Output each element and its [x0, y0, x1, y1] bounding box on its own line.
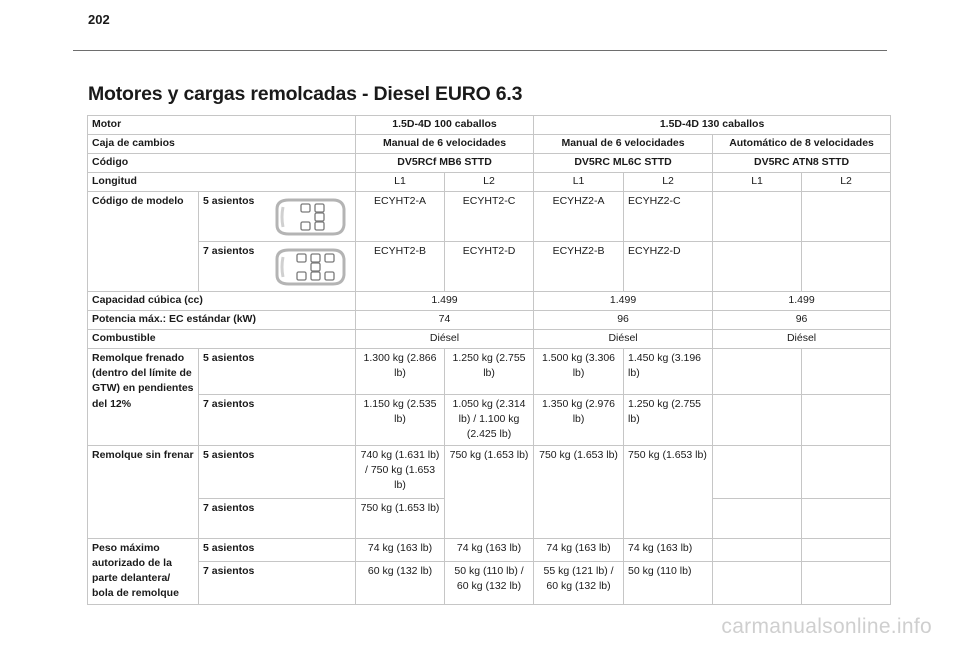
unbraked-cell: 750 kg (1.653 lb) — [356, 498, 445, 538]
nose-cell: 74 kg (163 lb) — [445, 538, 534, 561]
length-cell: L1 — [534, 173, 624, 192]
car-5-seats-icon — [271, 197, 347, 237]
length-cell: L2 — [802, 173, 891, 192]
braked-cell — [802, 395, 891, 446]
seats7-label: 7 asientos — [203, 245, 255, 257]
nose-seats5-label: 5 asientos — [199, 538, 356, 561]
braked-cell: 1.500 kg (3.306 lb) — [534, 349, 624, 395]
displacement-cell: 1.499 — [713, 292, 891, 311]
page-title: Motores y cargas remolcadas - Diesel EURO 6.3 — [88, 83, 523, 105]
length-label: Longitud — [88, 173, 356, 192]
motor-130: 1.5D-4D 130 caballos — [534, 116, 891, 135]
nose-cell: 74 kg (163 lb) — [534, 538, 624, 561]
model-code-cell: ECYHZ2-D — [624, 242, 713, 292]
page-number: 202 — [88, 12, 110, 27]
table-row-nose-7 — [88, 561, 891, 604]
nose-cell — [713, 538, 802, 561]
unbraked-seats7-label: 7 asientos — [199, 498, 356, 538]
unbraked-seats5-label: 5 asientos — [199, 445, 356, 498]
fuel-cell: Diésel — [534, 330, 713, 349]
nose-cell: 50 kg (110 lb) / 60 kg (132 lb) — [445, 561, 534, 604]
power-label: Potencia máx.: EC estándar (kW) — [88, 311, 356, 330]
unbraked-cell: 740 kg (1.631 lb) / 750 kg (1.653 lb) — [356, 445, 445, 498]
power-cell: 96 — [534, 311, 713, 330]
braked-cell: 1.150 kg (2.535 lb) — [356, 395, 445, 446]
unbraked-empty-cell — [713, 498, 802, 538]
top-rule — [73, 50, 887, 51]
unbraked-merged-cell: 750 kg (1.653 lb) — [445, 445, 534, 538]
model-code-cell: ECYHT2-C — [445, 192, 534, 242]
table-row-fuel — [88, 330, 891, 349]
braked-cell — [713, 349, 802, 395]
code-cell: DV5RC ML6C STTD — [534, 154, 713, 173]
code-cell: DV5RC ATN8 STTD — [713, 154, 891, 173]
table-row-code — [88, 154, 891, 173]
table-row-displacement — [88, 292, 891, 311]
code-cell: DV5RCf MB6 STTD — [356, 154, 534, 173]
displacement-cell: 1.499 — [534, 292, 713, 311]
watermark: carmanualsonline.info — [721, 615, 932, 638]
braked-seats7-label: 7 asientos — [199, 395, 356, 446]
length-cell: L1 — [713, 173, 802, 192]
table-row-nose-5 — [88, 538, 891, 561]
fuel-cell: Diésel — [713, 330, 891, 349]
power-cell: 74 — [356, 311, 534, 330]
braked-seats5-label: 5 asientos — [199, 349, 356, 395]
nose-weight-label: Peso máximo autorizado de la parte delantera/ bola de remolque — [88, 538, 199, 604]
model-code-cell — [713, 192, 802, 242]
displacement-label: Capacidad cúbica (cc) — [88, 292, 356, 311]
seats5-cell — [199, 192, 356, 242]
spec-table — [87, 115, 891, 605]
nose-cell — [713, 561, 802, 604]
table-row-braked-7 — [88, 395, 891, 446]
unbraked-trailer-label: Remolque sin frenar — [88, 445, 199, 538]
seats7-cell — [199, 242, 356, 292]
model-code-cell — [802, 242, 891, 292]
code-label: Código — [88, 154, 356, 173]
motor-100: 1.5D-4D 100 caballos — [356, 116, 534, 135]
unbraked-merged-cell: 750 kg (1.653 lb) — [534, 445, 624, 538]
model-code-cell: ECYHZ2-A — [534, 192, 624, 242]
braked-cell — [802, 349, 891, 395]
model-code-cell: ECYHT2-A — [356, 192, 445, 242]
model-code-cell — [802, 192, 891, 242]
unbraked-empty-cell — [713, 445, 802, 498]
unbraked-merged-cell: 750 kg (1.653 lb) — [624, 445, 713, 538]
table-row-power — [88, 311, 891, 330]
braked-cell: 1.350 kg (2.976 lb) — [534, 395, 624, 446]
nose-seats7-label: 7 asientos — [199, 561, 356, 604]
table-row-braked-5 — [88, 349, 891, 395]
gearbox-cell: Manual de 6 velocidades — [356, 135, 534, 154]
motor-label: Motor — [88, 116, 356, 135]
gearbox-cell: Manual de 6 velocidades — [534, 135, 713, 154]
braked-cell: 1.250 kg (2.755 lb) — [445, 349, 534, 395]
braked-trailer-label: Remolque frenado (dentro del límite de GTW) en pendientes del 12% — [88, 349, 199, 446]
braked-cell — [713, 395, 802, 446]
nose-cell: 55 kg (121 lb) / 60 kg (132 lb) — [534, 561, 624, 604]
gearbox-cell: Automático de 8 velocidades — [713, 135, 891, 154]
table-row-motor — [88, 116, 891, 135]
nose-cell — [802, 538, 891, 561]
table-row-model-7 — [88, 242, 891, 292]
unbraked-empty-cell — [802, 498, 891, 538]
model-code-cell: ECYHZ2-C — [624, 192, 713, 242]
nose-cell: 74 kg (163 lb) — [624, 538, 713, 561]
table-row-model-5 — [88, 192, 891, 242]
braked-cell: 1.250 kg (2.755 lb) — [624, 395, 713, 446]
length-cell: L2 — [624, 173, 713, 192]
table-row-gearbox — [88, 135, 891, 154]
model-code-cell: ECYHT2-D — [445, 242, 534, 292]
model-code-cell — [713, 242, 802, 292]
nose-cell: 50 kg (110 lb) — [624, 561, 713, 604]
fuel-label: Combustible — [88, 330, 356, 349]
power-cell: 96 — [713, 311, 891, 330]
displacement-cell: 1.499 — [356, 292, 534, 311]
nose-cell: 60 kg (132 lb) — [356, 561, 445, 604]
model-code-label: Código de modelo — [88, 192, 199, 292]
model-code-cell: ECYHT2-B — [356, 242, 445, 292]
seats5-label: 5 asientos — [203, 195, 255, 207]
braked-cell: 1.450 kg (3.196 lb) — [624, 349, 713, 395]
braked-cell: 1.300 kg (2.866 lb) — [356, 349, 445, 395]
nose-cell — [802, 561, 891, 604]
model-code-cell: ECYHZ2-B — [534, 242, 624, 292]
unbraked-empty-cell — [802, 445, 891, 498]
length-cell: L1 — [356, 173, 445, 192]
nose-cell: 74 kg (163 lb) — [356, 538, 445, 561]
fuel-cell: Diésel — [356, 330, 534, 349]
car-7-seats-icon — [271, 247, 347, 287]
length-cell: L2 — [445, 173, 534, 192]
table-row-length — [88, 173, 891, 192]
table-row-unbraked-5 — [88, 445, 891, 498]
braked-cell: 1.050 kg (2.314 lb) / 1.100 kg (2.425 lb) — [445, 395, 534, 446]
gearbox-label: Caja de cambios — [88, 135, 356, 154]
